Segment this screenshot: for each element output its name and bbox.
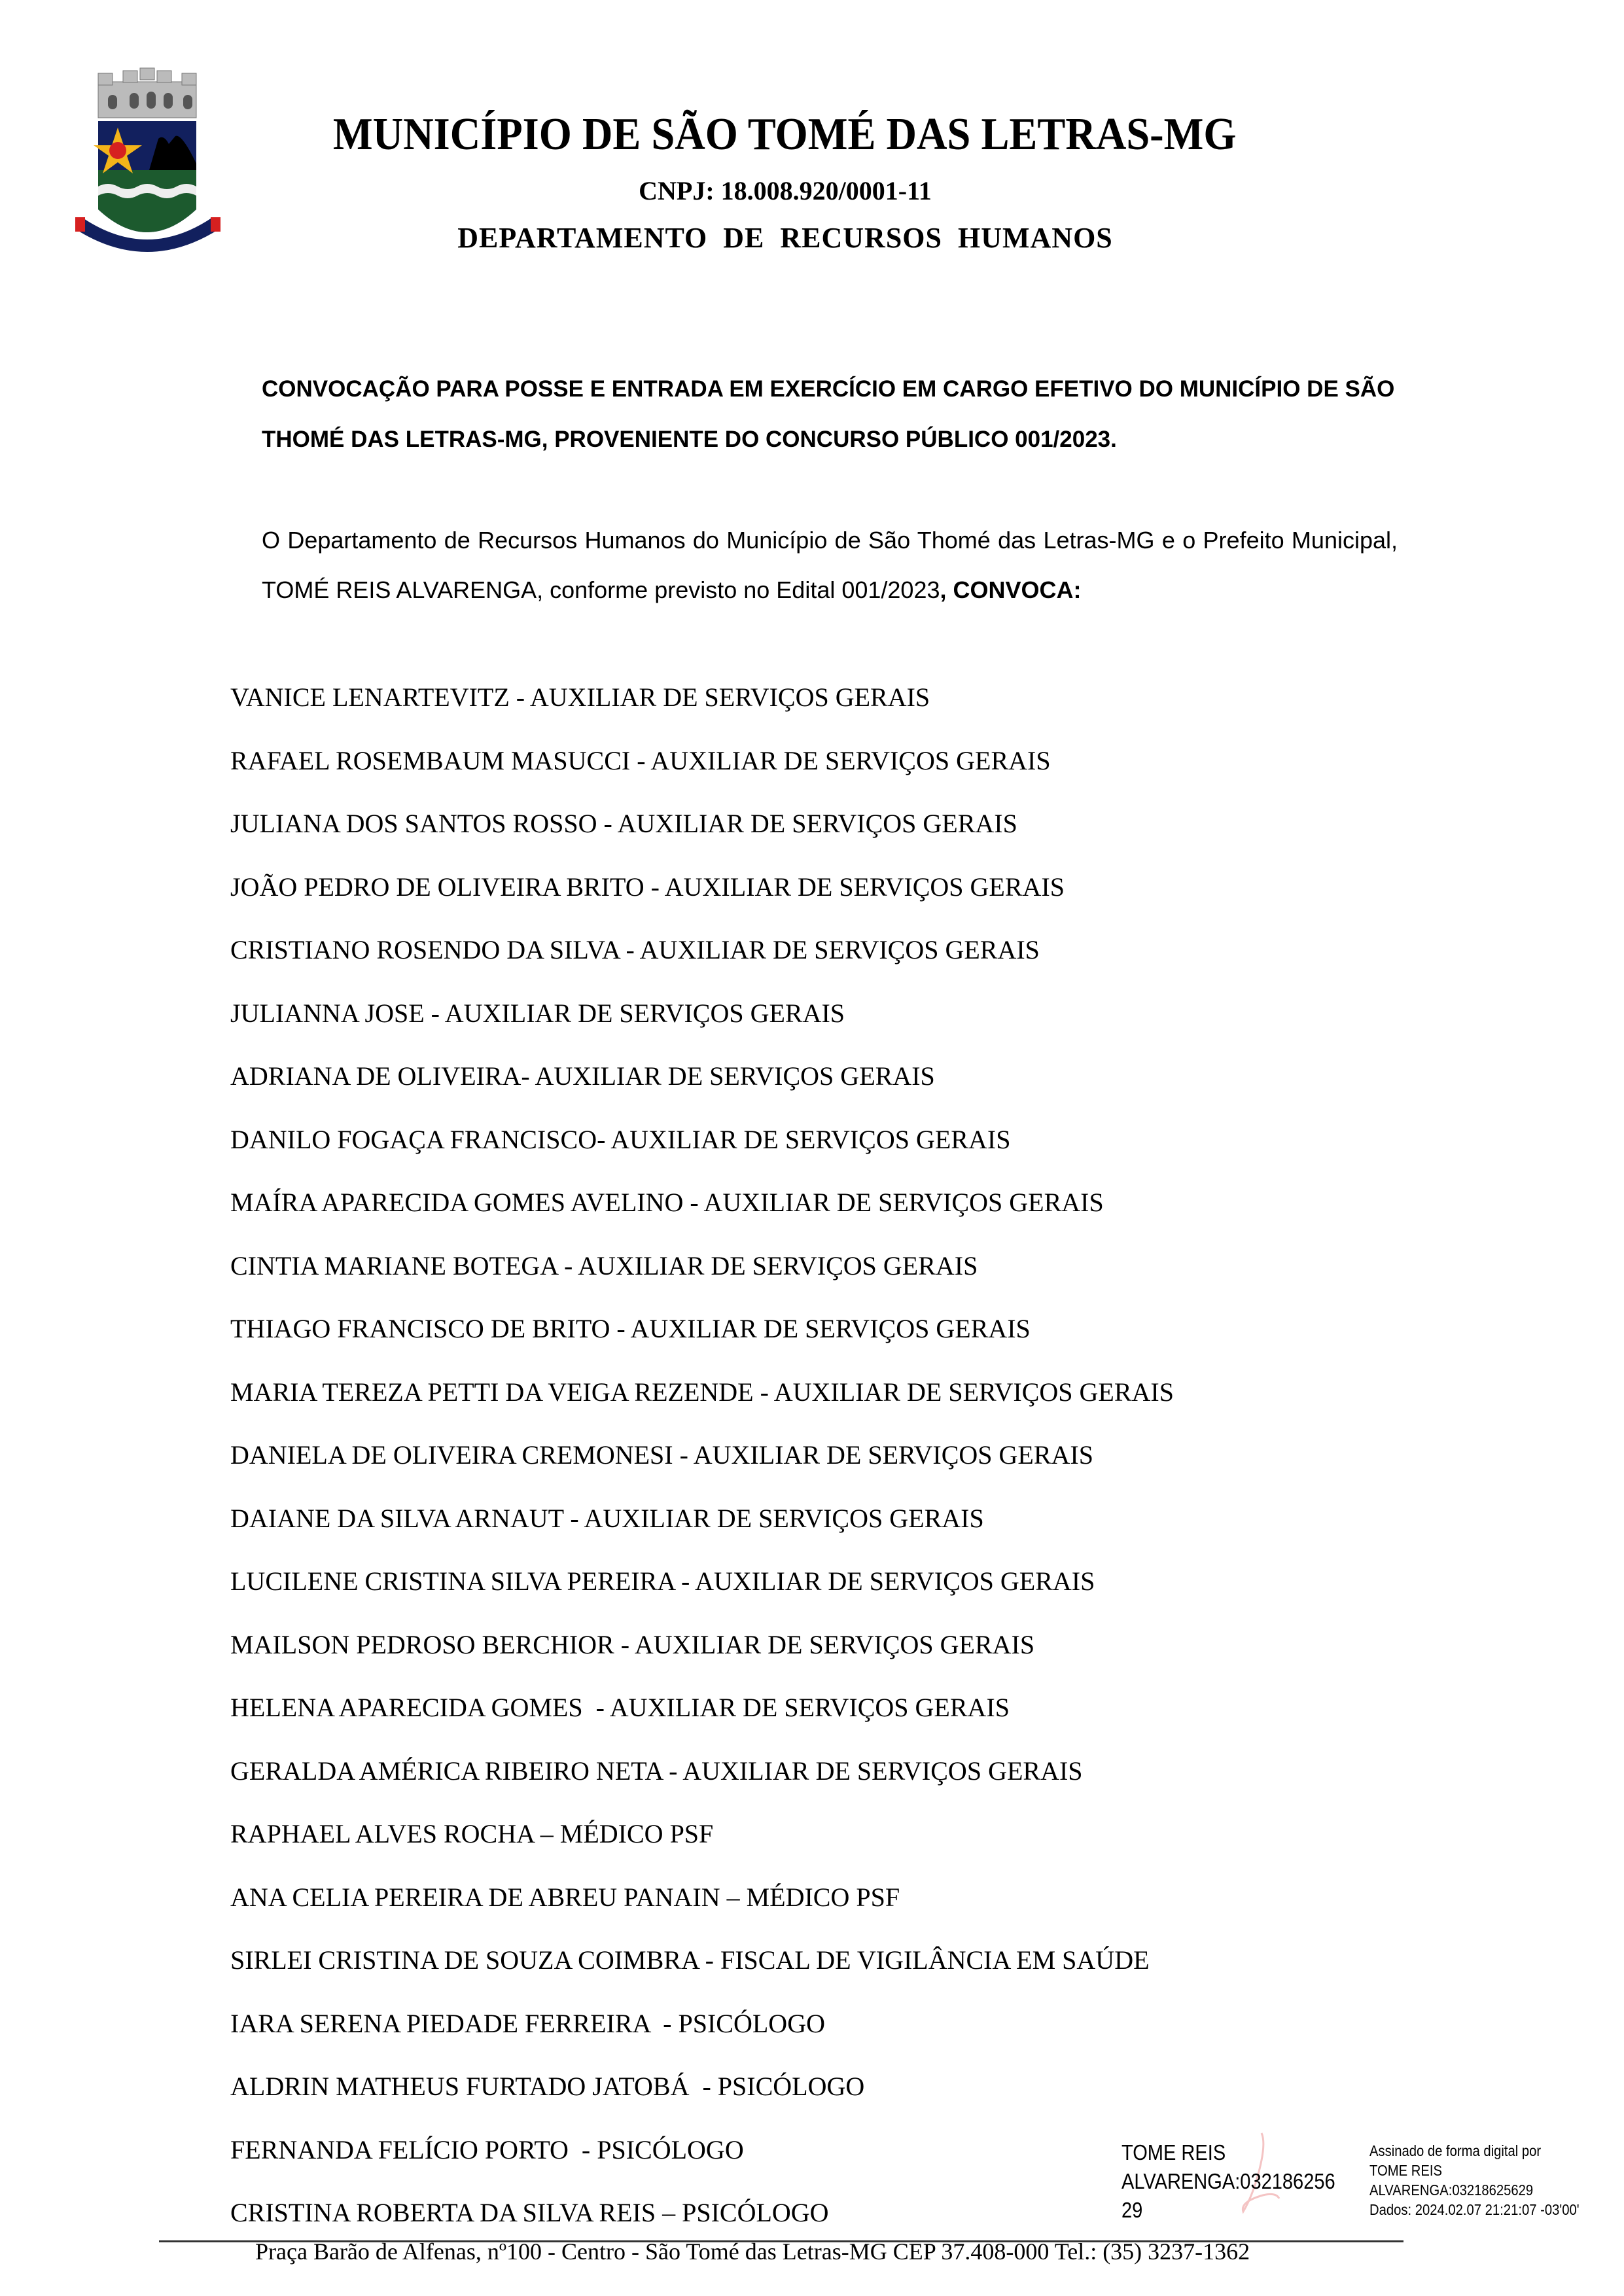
signature-detail-line: ALVARENGA:03218625629 (1369, 2181, 1534, 2199)
list-item: DANILO FOGAÇA FRANCISCO- AUXILIAR DE SERVIÇOS GERAIS (230, 1124, 1011, 1154)
footer-address: Praça Barão de Alfenas, nº100 - Centro - São Tomé das Letras-MG CEP 37.408-000 Tel.: (35) 3237-1362 (255, 2238, 1250, 2265)
list-item: HELENA APARECIDA GOMES - AUXILIAR DE SERVIÇOS GERAIS (230, 1693, 1010, 1722)
list-item: ADRIANA DE OLIVEIRA- AUXILIAR DE SERVIÇOS GERAIS (230, 1061, 935, 1091)
list-item: MAÍRA APARECIDA GOMES AVELINO - AUXILIAR DE SERVIÇOS GERAIS (230, 1188, 1104, 1217)
signature-detail-line: TOME REIS (1369, 2162, 1442, 2179)
list-item: ALDRIN MATHEUS FURTADO JATOBÁ - PSICÓLOGO (230, 2072, 865, 2101)
list-item: JOÃO PEDRO DE OLIVEIRA BRITO - AUXILIAR DE SERVIÇOS GERAIS (230, 872, 1065, 902)
list-item: FERNANDA FELÍCIO PORTO - PSICÓLOGO (230, 2134, 744, 2164)
list-item: ANA CELIA PEREIRA DE ABREU PANAIN – MÉDICO PSF (230, 1882, 900, 1912)
list-item: DAIANE DA SILVA ARNAUT - AUXILIAR DE SERVIÇOS GERAIS (230, 1503, 984, 1533)
signature-name-line: TOME REIS (1121, 2140, 1226, 2164)
intro-paragraph (262, 516, 1398, 615)
cnpj: CNPJ: 18.008.920/0001-11 (639, 176, 932, 205)
signature-detail-line: Assinado de forma digital por (1369, 2142, 1542, 2159)
list-item: MARIA TEREZA PETTI DA VEIGA REZENDE - AUXILIAR DE SERVIÇOS GERAIS (230, 1377, 1174, 1407)
list-item: CRISTINA ROBERTA DA SILVA REIS – PSICÓLOGO (230, 2198, 829, 2227)
signature-name-line: 29 (1121, 2198, 1143, 2222)
list-item: VANICE LENARTEVITZ - AUXILIAR DE SERVIÇOS GERAIS (230, 682, 930, 712)
department-name: DEPARTAMENTO DE RECURSOS HUMANOS (457, 222, 1113, 254)
document-heading: CONVOCAÇÃO PARA POSSE E ENTRADA EM EXERCÍCIO EM CARGO EFETIVO DO MUNICÍPIO DE SÃO THOMÉ DAS LETRAS-MG, PROVENIENTE DO CONCURSO PÚBLICO 001/2023. (262, 376, 1395, 452)
list-item: JULIANA DOS SANTOS ROSSO - AUXILIAR DE SERVIÇOS GERAIS (230, 809, 1017, 838)
list-item: DANIELA DE OLIVEIRA CREMONESI - AUXILIAR DE SERVIÇOS GERAIS (230, 1440, 1093, 1470)
list-item: SIRLEI CRISTINA DE SOUZA COIMBRA - FISCAL DE VIGILÂNCIA EM SAÚDE (230, 1945, 1150, 1975)
intro-emphasis: , CONVOCA: (940, 576, 1082, 603)
list-item: CINTIA MARIANE BOTEGA - AUXILIAR DE SERVIÇOS GERAIS (230, 1250, 978, 1280)
list-item: JULIANNA JOSE - AUXILIAR DE SERVIÇOS GERAIS (230, 998, 845, 1028)
intro-text: O Departamento de Recursos Humanos do Município de São Thomé das Letras-MG e o Prefeito Municipal, TOMÉ REIS ALVARENGA, conforme previsto no Edital 001/2023 (262, 527, 1398, 603)
list-item: RAPHAEL ALVES ROCHA – MÉDICO PSF (230, 1819, 714, 1848)
municipality-title: MUNICÍPIO DE SÃO TOMÉ DAS LETRAS-MG (332, 109, 1237, 160)
list-item: MAILSON PEDROSO BERCHIOR - AUXILIAR DE SERVIÇOS GERAIS (230, 1629, 1035, 1659)
list-item: THIAGO FRANCISCO DE BRITO - AUXILIAR DE SERVIÇOS GERAIS (230, 1314, 1031, 1343)
signature-detail-line: Dados: 2024.02.07 21:21:07 -03'00' (1369, 2201, 1580, 2218)
signature-name (1121, 2138, 1335, 2225)
signature-details (1369, 2141, 1580, 2219)
list-item: LUCILENE CRISTINA SILVA PEREIRA - AUXILIAR DE SERVIÇOS GERAIS (230, 1566, 1095, 1596)
list-item: CRISTIANO ROSENDO DA SILVA - AUXILIAR DE SERVIÇOS GERAIS (230, 935, 1040, 964)
signature-name-line: ALVARENGA:032186256 (1121, 2169, 1335, 2193)
list-item: RAFAEL ROSEMBAUM MASUCCI - AUXILIAR DE SERVIÇOS GERAIS (230, 745, 1051, 775)
list-item: GERALDA AMÉRICA RIBEIRO NETA - AUXILIAR DE SERVIÇOS GERAIS (230, 1756, 1083, 1786)
convocados-list (230, 678, 1174, 2257)
list-item: IARA SERENA PIEDADE FERREIRA - PSICÓLOGO (230, 2008, 825, 2038)
